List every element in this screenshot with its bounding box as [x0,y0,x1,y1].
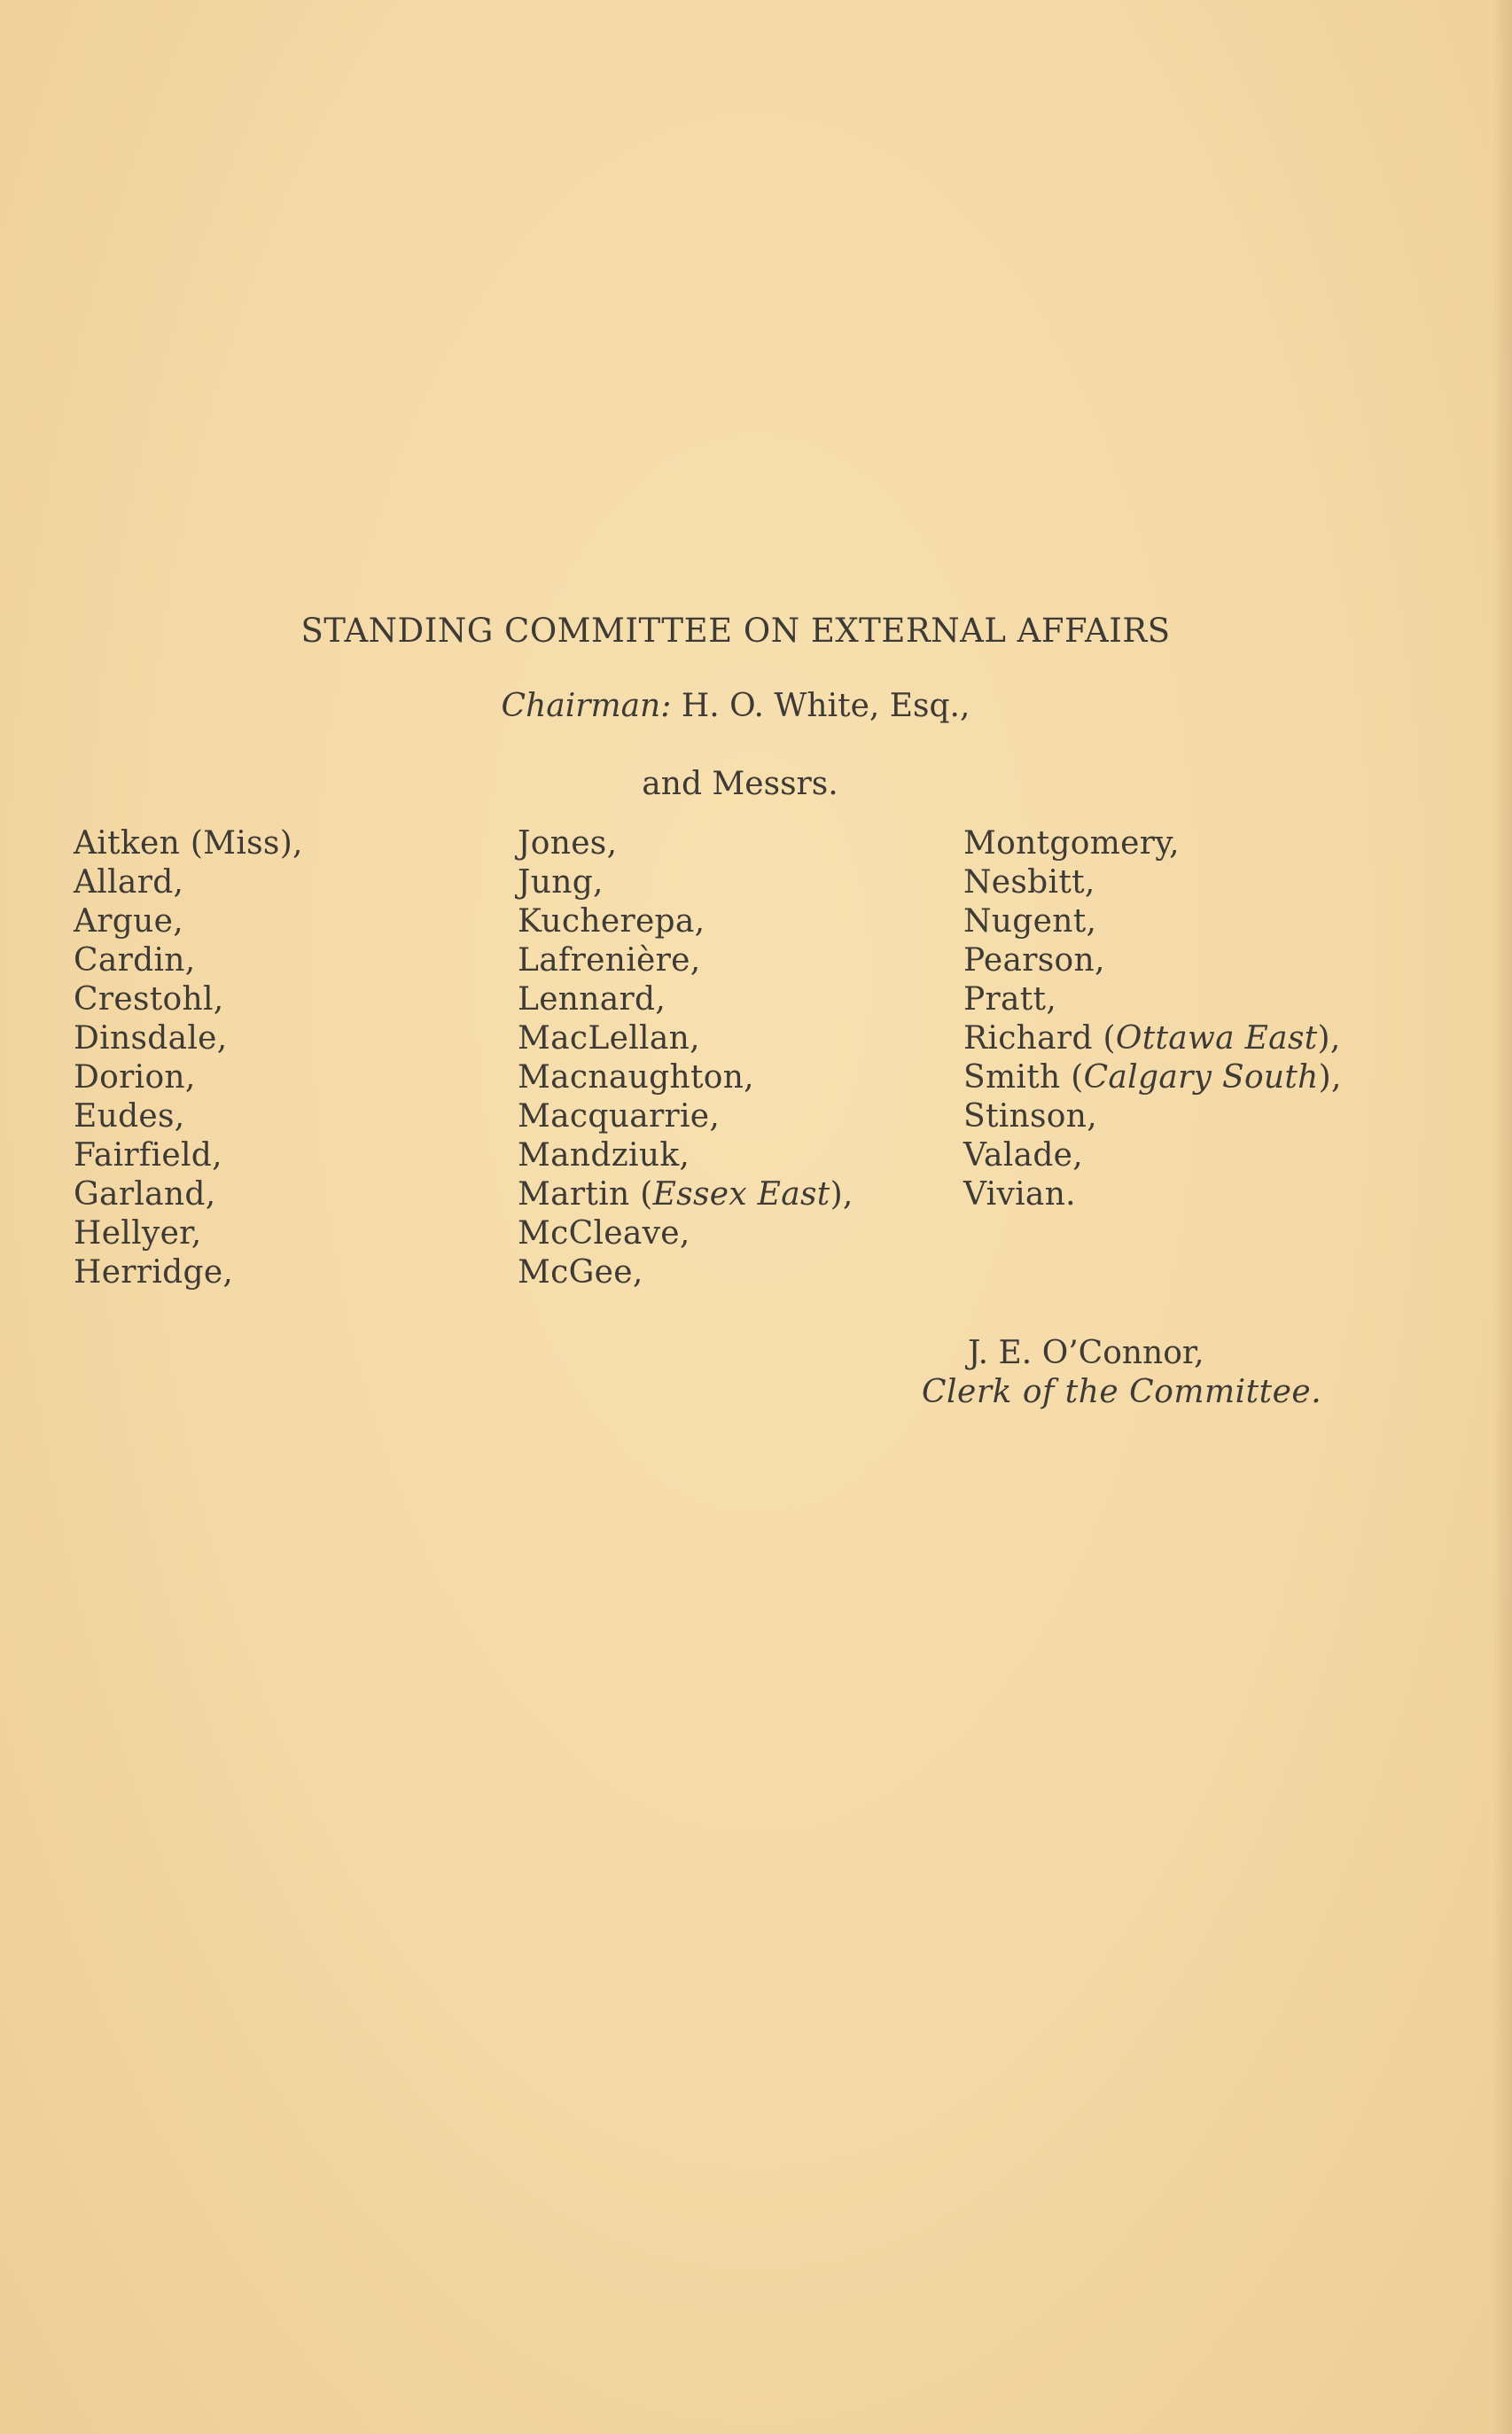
member-name: Macquarrie, [518,1098,721,1135]
member-item [518,1175,853,1214]
members-column-1 [74,824,303,1292]
member-item [74,980,303,1019]
member-item [74,824,303,863]
member-item [74,1136,303,1175]
member-item [74,1058,303,1097]
page-edge-shadow [1493,0,1512,2434]
members-column-2 [518,824,853,1292]
chairman-name: H. O. White, Esq., [681,688,970,724]
committee-heading: STANDING COMMITTEE ON EXTERNAL AFFAIRS [300,612,1171,650]
member-name: Martin ( [518,1176,653,1213]
member-riding: Essex East [652,1176,830,1213]
member-name: Richard ( [963,1020,1116,1057]
member-item [963,1136,1342,1175]
member-suffix: ), [830,1176,853,1213]
member-item [74,902,303,941]
member-name: Smith ( [963,1059,1084,1096]
member-suffix: ), [1317,1020,1341,1057]
members-column-3 [963,824,1342,1214]
member-item [518,1097,853,1136]
member-name: Hellyer, [74,1215,202,1252]
member-name: Valade, [963,1137,1084,1174]
member-name: Dinsdale, [74,1020,228,1057]
member-item [74,1214,303,1253]
member-name: Crestohl, [74,981,224,1018]
member-name: McCleave, [518,1215,690,1252]
member-name: Aitken (Miss), [74,825,303,862]
member-riding: Calgary South [1083,1059,1319,1096]
member-name: Fairfield, [74,1137,222,1174]
clerk-title: Clerk of the Committee. [922,1374,1322,1410]
member-name: Lafrenière, [518,942,701,979]
chairman-line [0,688,1471,724]
member-item [74,1097,303,1136]
member-item [963,1058,1342,1097]
member-name: Nugent, [963,903,1097,940]
member-suffix: ), [1318,1059,1342,1096]
member-item [963,863,1342,902]
messrs-line: and Messrs. [642,766,838,802]
member-name: Jung, [518,864,604,901]
member-name: Vivian. [963,1176,1076,1213]
member-name: Stinson, [963,1098,1098,1135]
member-name: Eudes, [74,1098,185,1135]
member-name: Kucherepa, [518,903,705,940]
member-name: Herridge, [74,1254,234,1291]
member-item [963,1097,1342,1136]
member-item [74,1253,303,1292]
member-item [963,941,1342,980]
member-item [518,1058,853,1097]
member-item [518,863,853,902]
member-name: Allard, [74,864,184,901]
chairman-role: Chairman: [501,688,672,724]
member-item [74,1019,303,1058]
member-item [518,1253,853,1292]
member-item [963,980,1342,1019]
clerk-name: J. E. O’Connor, [968,1335,1204,1371]
member-name: Dorion, [74,1059,196,1096]
member-item [74,1175,303,1214]
member-name: Argue, [74,903,183,940]
member-item [518,1019,853,1058]
member-name: Macnaughton, [518,1059,754,1096]
member-name: Garland, [74,1176,216,1213]
member-item [963,1019,1342,1058]
member-item [74,863,303,902]
member-item [963,1175,1342,1214]
member-name: Nesbitt, [963,864,1095,901]
member-name: Lennard, [518,981,666,1018]
member-name: Montgomery, [963,825,1180,862]
member-name: Pearson, [963,942,1105,979]
member-name: Mandziuk, [518,1137,690,1174]
member-name: Pratt, [963,981,1057,1018]
member-item [518,980,853,1019]
member-item [518,941,853,980]
member-name: Cardin, [74,942,196,979]
member-item [518,1136,853,1175]
member-item [518,1214,853,1253]
member-name: Jones, [518,825,618,862]
member-item [963,902,1342,941]
member-item [518,902,853,941]
member-name: McGee, [518,1254,643,1291]
member-riding: Ottawa East [1115,1020,1318,1057]
clerk-signature [922,1334,1383,1412]
member-item [74,941,303,980]
member-item [963,824,1342,863]
member-item [518,824,853,863]
member-name: MacLellan, [518,1020,700,1057]
